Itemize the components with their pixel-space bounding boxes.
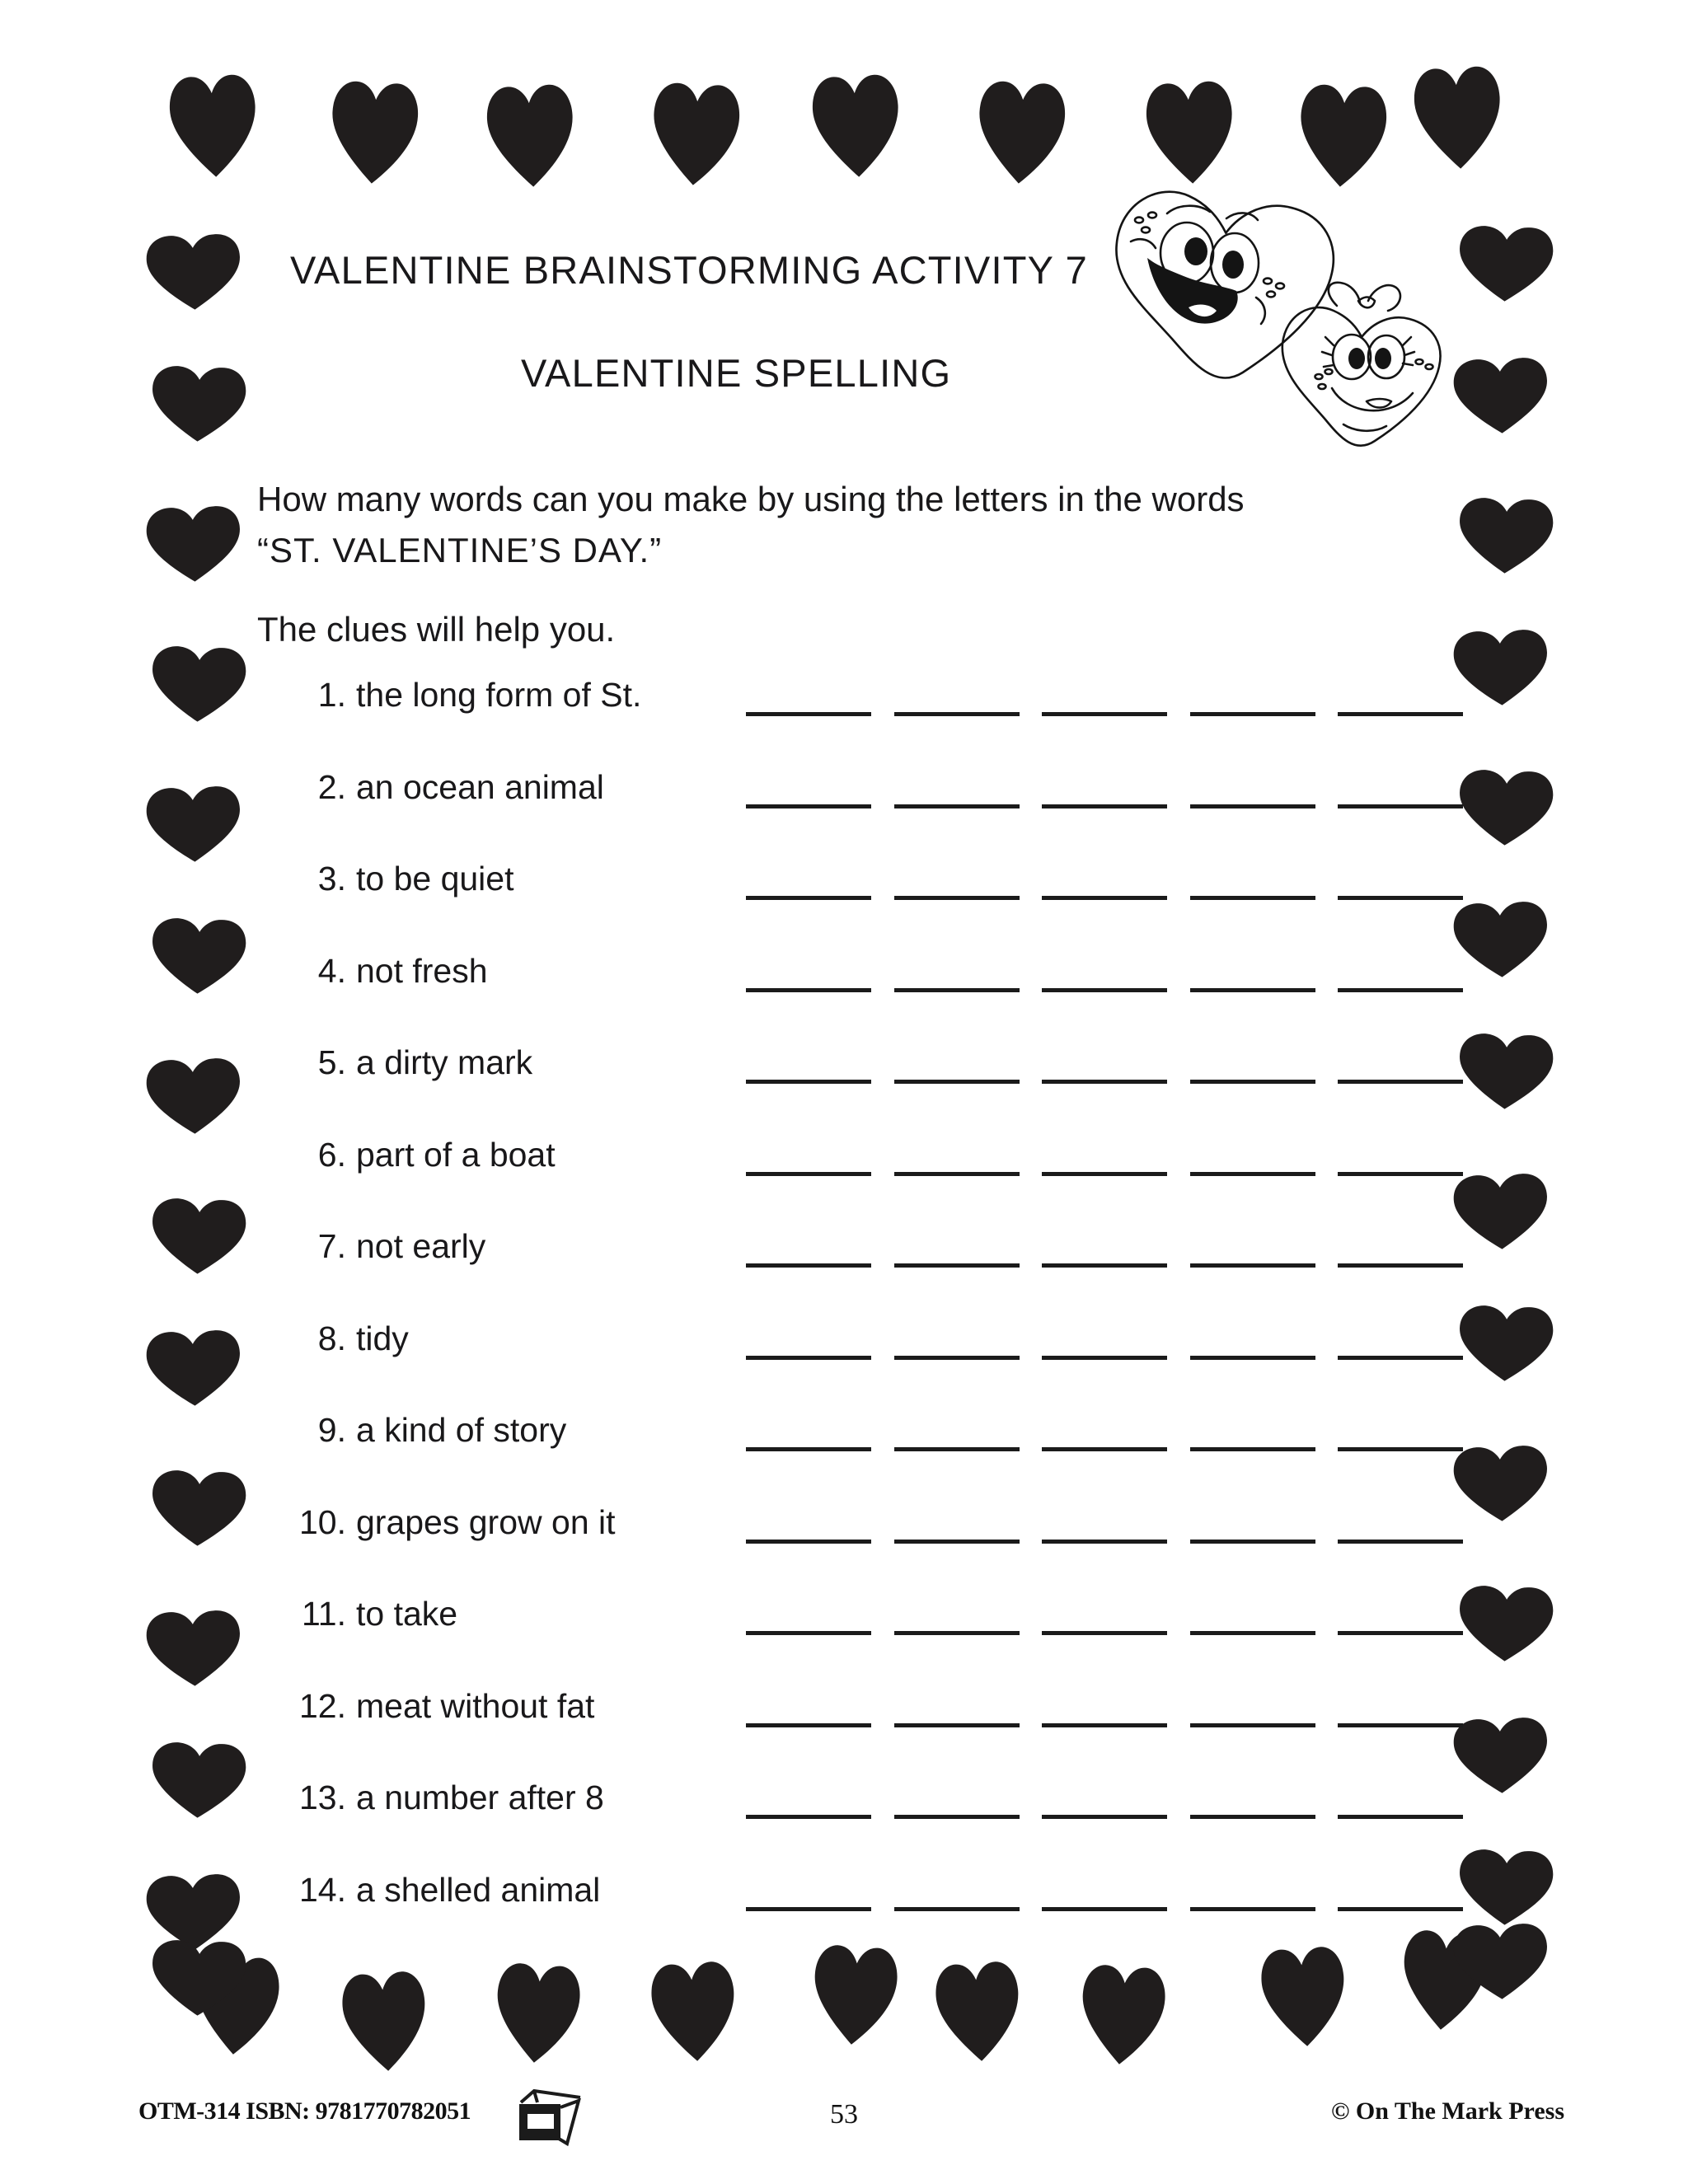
clue-row xyxy=(0,676,1688,768)
clue-number: 6. xyxy=(317,1135,346,1174)
clue-row xyxy=(0,860,1688,952)
heart-icon xyxy=(143,229,244,318)
answer-blank[interactable] xyxy=(1190,1631,1315,1635)
clue-number: 3. xyxy=(317,860,346,898)
answer-blank[interactable] xyxy=(1190,1172,1315,1176)
answer-blank[interactable] xyxy=(1190,1907,1315,1911)
clue-row xyxy=(0,1503,1688,1596)
answer-blank[interactable] xyxy=(1042,988,1167,992)
heart-icon xyxy=(190,1951,284,2062)
answer-blank[interactable] xyxy=(894,1263,1020,1268)
clue-row xyxy=(0,1227,1688,1319)
answer-blank[interactable] xyxy=(1338,1540,1463,1544)
answer-blank-row[interactable] xyxy=(746,1263,1463,1268)
clue-number: 14. xyxy=(299,1870,346,1909)
heart-icon xyxy=(1411,62,1506,175)
answer-blank[interactable] xyxy=(1190,804,1315,808)
clue-row xyxy=(0,1136,1688,1228)
clue-text: to take xyxy=(356,1595,458,1633)
answer-blank[interactable] xyxy=(1338,1631,1463,1635)
answer-blank[interactable] xyxy=(894,1723,1020,1727)
answer-blank[interactable] xyxy=(1190,1723,1315,1727)
answer-blank[interactable] xyxy=(1042,1815,1167,1819)
answer-blank[interactable] xyxy=(894,1631,1020,1635)
answer-blank[interactable] xyxy=(746,1356,871,1360)
clue-text: to be quiet xyxy=(356,860,514,898)
answer-blank[interactable] xyxy=(1042,896,1167,900)
answer-blank[interactable] xyxy=(894,1447,1020,1451)
answer-blank[interactable] xyxy=(1042,1631,1167,1635)
answer-blank[interactable] xyxy=(746,896,871,900)
answer-blank[interactable] xyxy=(1190,1540,1315,1544)
answer-blank[interactable] xyxy=(1338,896,1463,900)
answer-blank-row[interactable] xyxy=(746,1172,1463,1176)
answer-blank[interactable] xyxy=(1338,1263,1463,1268)
answer-blank[interactable] xyxy=(1042,1356,1167,1360)
answer-blank[interactable] xyxy=(746,1723,871,1727)
answer-blank[interactable] xyxy=(1042,1263,1167,1268)
heart-icon xyxy=(491,1959,584,2070)
heart-icon xyxy=(1456,493,1556,582)
answer-blank[interactable] xyxy=(1338,988,1463,992)
heart-icon xyxy=(649,78,743,191)
answer-blank[interactable] xyxy=(1042,1540,1167,1544)
clue-text: a number after 8 xyxy=(356,1779,604,1816)
answer-blank[interactable] xyxy=(1338,712,1463,716)
answer-blank[interactable] xyxy=(746,1447,871,1451)
clue-text: a kind of story xyxy=(356,1411,567,1449)
heart-icon xyxy=(166,70,261,183)
answer-blank[interactable] xyxy=(1190,1080,1315,1084)
answer-blank-row[interactable] xyxy=(746,1631,1463,1635)
clue-row xyxy=(0,952,1688,1044)
answer-blank[interactable] xyxy=(894,712,1020,716)
answer-blank[interactable] xyxy=(1190,896,1315,900)
worksheet-subtitle: VALENTINE SPELLING xyxy=(521,351,952,395)
clue-row xyxy=(0,1779,1688,1871)
answer-blank[interactable] xyxy=(746,1172,871,1176)
clue-text: a dirty mark xyxy=(356,1043,533,1081)
answer-blank[interactable] xyxy=(1338,1356,1463,1360)
answer-blank[interactable] xyxy=(1338,1815,1463,1819)
clue-number: 5. xyxy=(317,1043,346,1081)
smiling-hearts-couple-clipart xyxy=(1080,161,1467,462)
answer-blank[interactable] xyxy=(894,1907,1020,1911)
heart-icon xyxy=(1076,1961,1170,2072)
answer-blank[interactable] xyxy=(894,988,1020,992)
answer-blank[interactable] xyxy=(1338,1907,1463,1911)
answer-blank-row[interactable] xyxy=(746,1540,1463,1544)
answer-blank[interactable] xyxy=(1338,1172,1463,1176)
clue-number: 2. xyxy=(317,767,346,806)
clue-text: an ocean animal xyxy=(356,767,604,806)
clue-number: 8. xyxy=(317,1319,346,1357)
clue-number: 7. xyxy=(317,1227,346,1265)
answer-blank[interactable] xyxy=(1190,1447,1315,1451)
answer-blank[interactable] xyxy=(1190,1263,1315,1268)
clue-row xyxy=(0,1043,1688,1136)
answer-blank[interactable] xyxy=(1042,1723,1167,1727)
answer-blank[interactable] xyxy=(746,1080,871,1084)
clue-number: 4. xyxy=(317,951,346,990)
answer-blank-row[interactable] xyxy=(746,1907,1463,1911)
heart-icon xyxy=(974,77,1069,190)
answer-blank[interactable] xyxy=(746,1631,871,1635)
clue-row xyxy=(0,1319,1688,1412)
answer-blank[interactable] xyxy=(746,1815,871,1819)
answer-blank-row[interactable] xyxy=(746,712,1463,716)
clue-text: the long form of St. xyxy=(356,676,642,714)
clue-row xyxy=(0,1595,1688,1687)
answer-blank[interactable] xyxy=(746,1540,871,1544)
answer-blank[interactable] xyxy=(894,804,1020,808)
page-number: 53 xyxy=(830,2099,858,2130)
heart-icon xyxy=(143,501,244,590)
answer-blank[interactable] xyxy=(1042,1447,1167,1451)
clue-number: 1. xyxy=(317,676,346,714)
heart-icon xyxy=(1456,221,1556,310)
answer-blank-row[interactable] xyxy=(746,1356,1463,1360)
instructions-line-1: How many words can you make by using the letters in the words xyxy=(257,480,1245,518)
answer-blank[interactable] xyxy=(1042,1080,1167,1084)
clue-number: 10. xyxy=(299,1502,346,1541)
product-code-isbn: OTM-314 ISBN: 9781770782051 xyxy=(138,2097,471,2125)
page-footer xyxy=(0,2097,1688,2147)
answer-blank[interactable] xyxy=(746,1263,871,1268)
clue-number: 11. xyxy=(302,1595,346,1633)
clue-text: part of a boat xyxy=(356,1135,556,1174)
answer-blank-row[interactable] xyxy=(746,1815,1463,1819)
clue-lead-text: The clues will help you. xyxy=(257,610,616,649)
clue-row xyxy=(0,1871,1688,1963)
clue-number: 9. xyxy=(317,1411,346,1449)
answer-blank[interactable] xyxy=(1042,1172,1167,1176)
answer-blank[interactable] xyxy=(1042,712,1167,716)
answer-blank[interactable] xyxy=(1338,804,1463,808)
answer-blank[interactable] xyxy=(894,1356,1020,1360)
clue-text: a shelled animal xyxy=(356,1870,601,1909)
answer-blank-row[interactable] xyxy=(746,1447,1463,1451)
clue-row xyxy=(0,1687,1688,1779)
clue-text: grapes grow on it xyxy=(356,1502,616,1541)
page-title: VALENTINE BRAINSTORMING ACTIVITY 7 xyxy=(290,248,1088,292)
copyright-notice: © On The Mark Press xyxy=(1331,2097,1564,2125)
answer-blank[interactable] xyxy=(1190,712,1315,716)
heart-icon xyxy=(932,1957,1025,2069)
instructions-paragraph xyxy=(257,474,1428,576)
answer-blank[interactable] xyxy=(746,1907,871,1911)
answer-blank[interactable] xyxy=(1338,1447,1463,1451)
answer-blank-row[interactable] xyxy=(746,1080,1463,1084)
answer-blank[interactable] xyxy=(1190,1815,1315,1819)
clue-row xyxy=(0,768,1688,860)
heart-icon xyxy=(148,361,249,450)
clue-number: 13. xyxy=(299,1779,346,1816)
answer-blank[interactable] xyxy=(894,1080,1020,1084)
instructions-line-2: “ST. VALENTINE’S DAY.” xyxy=(257,531,663,569)
heart-icon xyxy=(484,80,579,193)
answer-blank-row[interactable] xyxy=(746,988,1463,992)
clue-text: not early xyxy=(356,1227,486,1265)
answer-blank[interactable] xyxy=(1042,804,1167,808)
answer-blank[interactable] xyxy=(894,1540,1020,1544)
answer-blank-row[interactable] xyxy=(746,804,1463,808)
clue-text: meat without fat xyxy=(356,1686,595,1725)
answer-blank[interactable] xyxy=(1042,1907,1167,1911)
answer-blank[interactable] xyxy=(746,712,871,716)
answer-blank[interactable] xyxy=(1338,1080,1463,1084)
answer-blank[interactable] xyxy=(1338,1723,1463,1727)
heart-icon xyxy=(327,77,422,190)
answer-blank-row[interactable] xyxy=(746,896,1463,900)
clue-number: 12. xyxy=(299,1686,346,1725)
answer-blank[interactable] xyxy=(894,1172,1020,1176)
heart-icon xyxy=(809,70,904,183)
answer-blank[interactable] xyxy=(1190,1356,1315,1360)
clue-row xyxy=(0,1411,1688,1503)
clue-text: not fresh xyxy=(356,951,488,990)
answer-blank[interactable] xyxy=(1190,988,1315,992)
answer-blank-row[interactable] xyxy=(746,1723,1463,1727)
answer-blank[interactable] xyxy=(894,896,1020,900)
heart-icon xyxy=(339,1967,432,2079)
heart-icon xyxy=(648,1957,741,2069)
answer-blank[interactable] xyxy=(894,1815,1020,1819)
clue-text: tidy xyxy=(356,1319,409,1357)
answer-blank[interactable] xyxy=(746,988,871,992)
answer-blank[interactable] xyxy=(746,804,871,808)
